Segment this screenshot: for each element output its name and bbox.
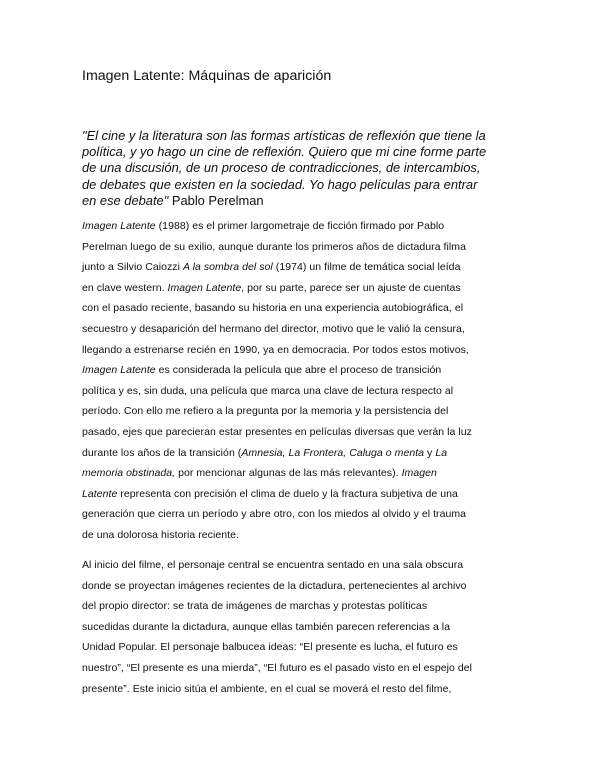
film-title: La: [435, 446, 448, 459]
text-run: en clave western.: [82, 281, 168, 294]
text-run: durante los años de la transición (: [82, 446, 242, 459]
text-run: representa con precisión el clima de duelo y la fractura subjetiva de una: [117, 487, 458, 500]
film-title: Imagen Latente: [82, 220, 156, 232]
text-line: del propio director: se trata de imágenes de marchas y protestas políticas: [82, 600, 428, 613]
epigraph-line: "El cine y la literatura son las formas artísticas de reflexión que tiene la: [82, 128, 486, 143]
epigraph-quote: [82, 128, 518, 209]
text-line: [82, 216, 520, 237]
film-title: A la sombra del sol: [182, 261, 273, 274]
epigraph-last-line: en ese debate": [82, 192, 169, 208]
text-run: (1974) un filme de temática social leída: [272, 261, 461, 274]
text-line: período. Con ello me refiero a la pregunta por la memoria y la persistencia del: [82, 405, 449, 418]
film-title: Amnesia, La Frontera, Caluga o menta: [241, 446, 425, 459]
text-line: [82, 278, 520, 299]
epigraph-line: de debates que existen en la sociedad. Yo hago películas para entrar: [82, 176, 478, 192]
text-line: donde se proyectan imágenes recientes de la dictadura, pertenecientes al archivo: [82, 579, 467, 592]
text-run: y: [424, 446, 436, 459]
text-run: (1988) es el primer largometraje de ficción firmado por Pablo: [155, 220, 445, 232]
text-line: con el pasado reciente, basando su historia en una experiencia autobiográfica, el: [82, 302, 464, 315]
text-line: [82, 257, 520, 278]
text-line: generación que cierra un período y abre otro, con los miedos al olvido y el trauma: [82, 508, 467, 521]
text-line: sucedidas durante la dictadura, aunque ellas también parecen referencias a la: [82, 620, 451, 633]
text-line: de una dolorosa historia reciente.: [82, 528, 239, 541]
document-title: Imagen Latente: Máquinas de aparición: [82, 68, 332, 84]
text-line: política y es, sin duda, una película que marca una clave de lectura respecto al: [82, 384, 454, 397]
text-run: es considerada la película que abre el proceso de transición: [155, 364, 442, 377]
text-line: nuestro”, “El presente es una mierda”, “El futuro es el pasado visto en el espejo del: [82, 661, 473, 674]
film-title: Latente: [82, 487, 118, 500]
text-line: Unidad Popular. El personaje balbucea ideas: “El presente es lucha, el futuro es: [82, 641, 458, 654]
text-line: pasado, ejes que parecieran estar presentes en películas diversas que verán la luz: [82, 425, 472, 438]
epigraph-author: Pablo Perelman: [168, 192, 264, 208]
film-title: Imagen: [401, 467, 437, 480]
text-line: Perelman luego de su exilio, aunque durante los primeros años de dictadura filma: [82, 240, 466, 253]
paragraph-2: [82, 555, 520, 699]
epigraph-line: [82, 193, 518, 209]
paragraph-1: [82, 216, 520, 546]
epigraph-line: política, y yo hago un cine de reflexión. Quiero que mi cine forme parte: [82, 144, 487, 160]
text-line: llegando a estrenarse recién en 1990, ya en democracia. Por todos estos motivos,: [82, 343, 469, 356]
film-title: memoria obstinada,: [82, 467, 176, 480]
text-line: [82, 360, 520, 381]
text-run: , por su parte, parece ser un ajuste de cuentas: [241, 281, 461, 294]
film-title: Imagen Latente: [82, 364, 156, 377]
text-line: [82, 463, 520, 484]
film-title: Imagen Latente: [167, 281, 242, 294]
text-line: [82, 443, 520, 464]
text-line: presente”. Este inicio sitúa el ambiente, en el cual se moverá el resto del filme,: [82, 682, 452, 695]
epigraph-line: de una discusión, de un proceso de contradicciones, de intercambios,: [82, 160, 481, 176]
text-line: [82, 484, 520, 505]
text-run: junto a Silvio Caiozzi: [82, 261, 183, 274]
text-line: secuestro y desaparición del hermano del director, motivo que le valió la censura,: [82, 322, 465, 335]
text-line: Al inicio del filme, el personaje central se encuentra sentado en una sala obscura: [82, 559, 464, 571]
text-run: por mencionar algunas de las más relevantes).: [175, 467, 402, 480]
